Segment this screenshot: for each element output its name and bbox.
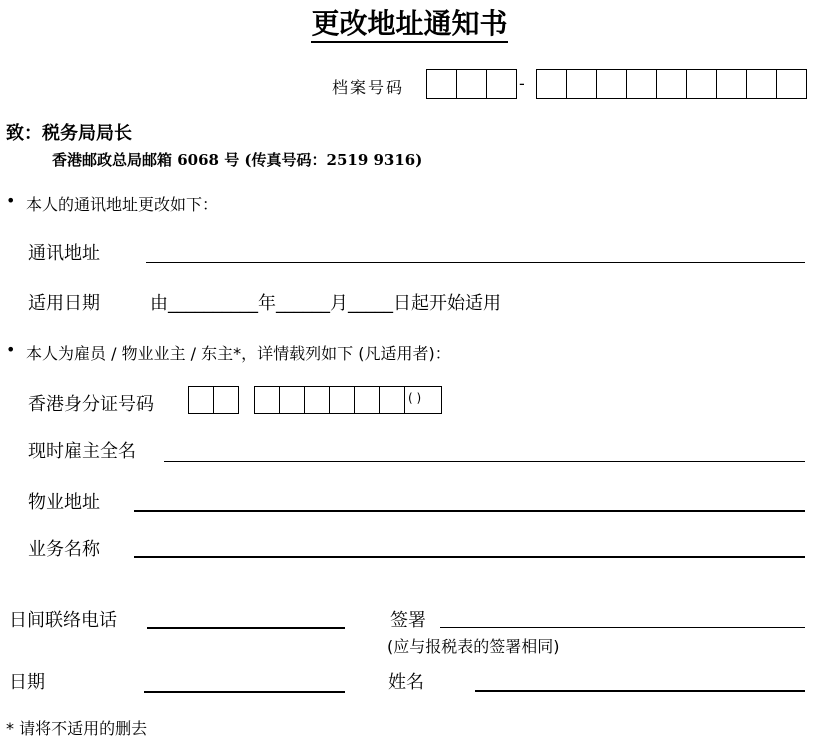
- address-label: 通讯地址: [28, 243, 100, 264]
- form-title: 更改地址通知书: [0, 2, 819, 42]
- property-address-label: 物业地址: [28, 492, 100, 513]
- hkid-box[interactable]: [188, 386, 214, 414]
- hkid-box[interactable]: [279, 386, 305, 414]
- footnote: * 请将不适用的删去: [6, 719, 148, 738]
- hkid-number-boxes[interactable]: [255, 386, 442, 414]
- employer-label: 现时雇主全名: [28, 441, 136, 462]
- name-field[interactable]: [475, 690, 805, 692]
- recipient-label: 致：税务局局长: [6, 123, 132, 144]
- file-number-box[interactable]: [656, 69, 687, 99]
- hkid-check-digit-parentheses: ( ): [408, 391, 422, 405]
- bullet-icon: •: [6, 340, 16, 359]
- hkid-box[interactable]: [213, 386, 239, 414]
- file-number-label: 档案号码: [332, 78, 405, 97]
- hkid-label: 香港身分证号码: [28, 394, 154, 415]
- signature-field[interactable]: [440, 627, 805, 628]
- employer-field[interactable]: [164, 461, 805, 462]
- section1-heading: 本人的通讯地址更改如下：: [26, 195, 219, 214]
- effective-date-field[interactable]: 由__________年______月_____日起开始适用: [150, 293, 501, 314]
- file-number-box[interactable]: [776, 69, 807, 99]
- file-number-box[interactable]: [566, 69, 597, 99]
- phone-label: 日间联络电话: [9, 610, 117, 631]
- file-number-box[interactable]: [456, 69, 487, 99]
- hkid-box[interactable]: [329, 386, 355, 414]
- hkid-check-digit-box[interactable]: [404, 386, 442, 414]
- file-number-box[interactable]: [746, 69, 777, 99]
- business-name-label: 业务名称: [28, 539, 100, 560]
- phone-field[interactable]: [147, 627, 345, 629]
- file-number-suffix-boxes[interactable]: [537, 69, 807, 99]
- business-name-field[interactable]: [134, 556, 805, 558]
- file-number-box[interactable]: [626, 69, 657, 99]
- recipient-address: 香港邮政总局邮箱 6068 号 (传真号码：2519 9316): [52, 151, 423, 169]
- address-field[interactable]: [146, 262, 805, 263]
- hkid-box[interactable]: [379, 386, 405, 414]
- property-address-field[interactable]: [134, 510, 805, 512]
- file-number-dash: -: [519, 74, 525, 93]
- hkid-box[interactable]: [254, 386, 280, 414]
- bullet-icon: •: [6, 191, 16, 210]
- file-number-box[interactable]: [596, 69, 627, 99]
- signature-label: 签署: [390, 610, 426, 631]
- hkid-box[interactable]: [354, 386, 380, 414]
- date-field[interactable]: [144, 691, 345, 693]
- hkid-box[interactable]: [304, 386, 330, 414]
- signature-note: (应与报税表的签署相同): [387, 637, 560, 656]
- section2-heading: 本人为雇员 / 物业业主 / 东主*，详情载列如下 (凡适用者)：: [26, 344, 451, 363]
- effective-date-label: 适用日期: [28, 293, 100, 314]
- hkid-prefix-boxes[interactable]: [189, 386, 239, 414]
- file-number-box[interactable]: [686, 69, 717, 99]
- file-number-box[interactable]: [486, 69, 517, 99]
- file-number-box[interactable]: [536, 69, 567, 99]
- name-label: 姓名: [388, 672, 424, 693]
- file-number-prefix-boxes[interactable]: [427, 69, 517, 99]
- file-number-box[interactable]: [426, 69, 457, 99]
- date-label: 日期: [9, 672, 45, 693]
- file-number-box[interactable]: [716, 69, 747, 99]
